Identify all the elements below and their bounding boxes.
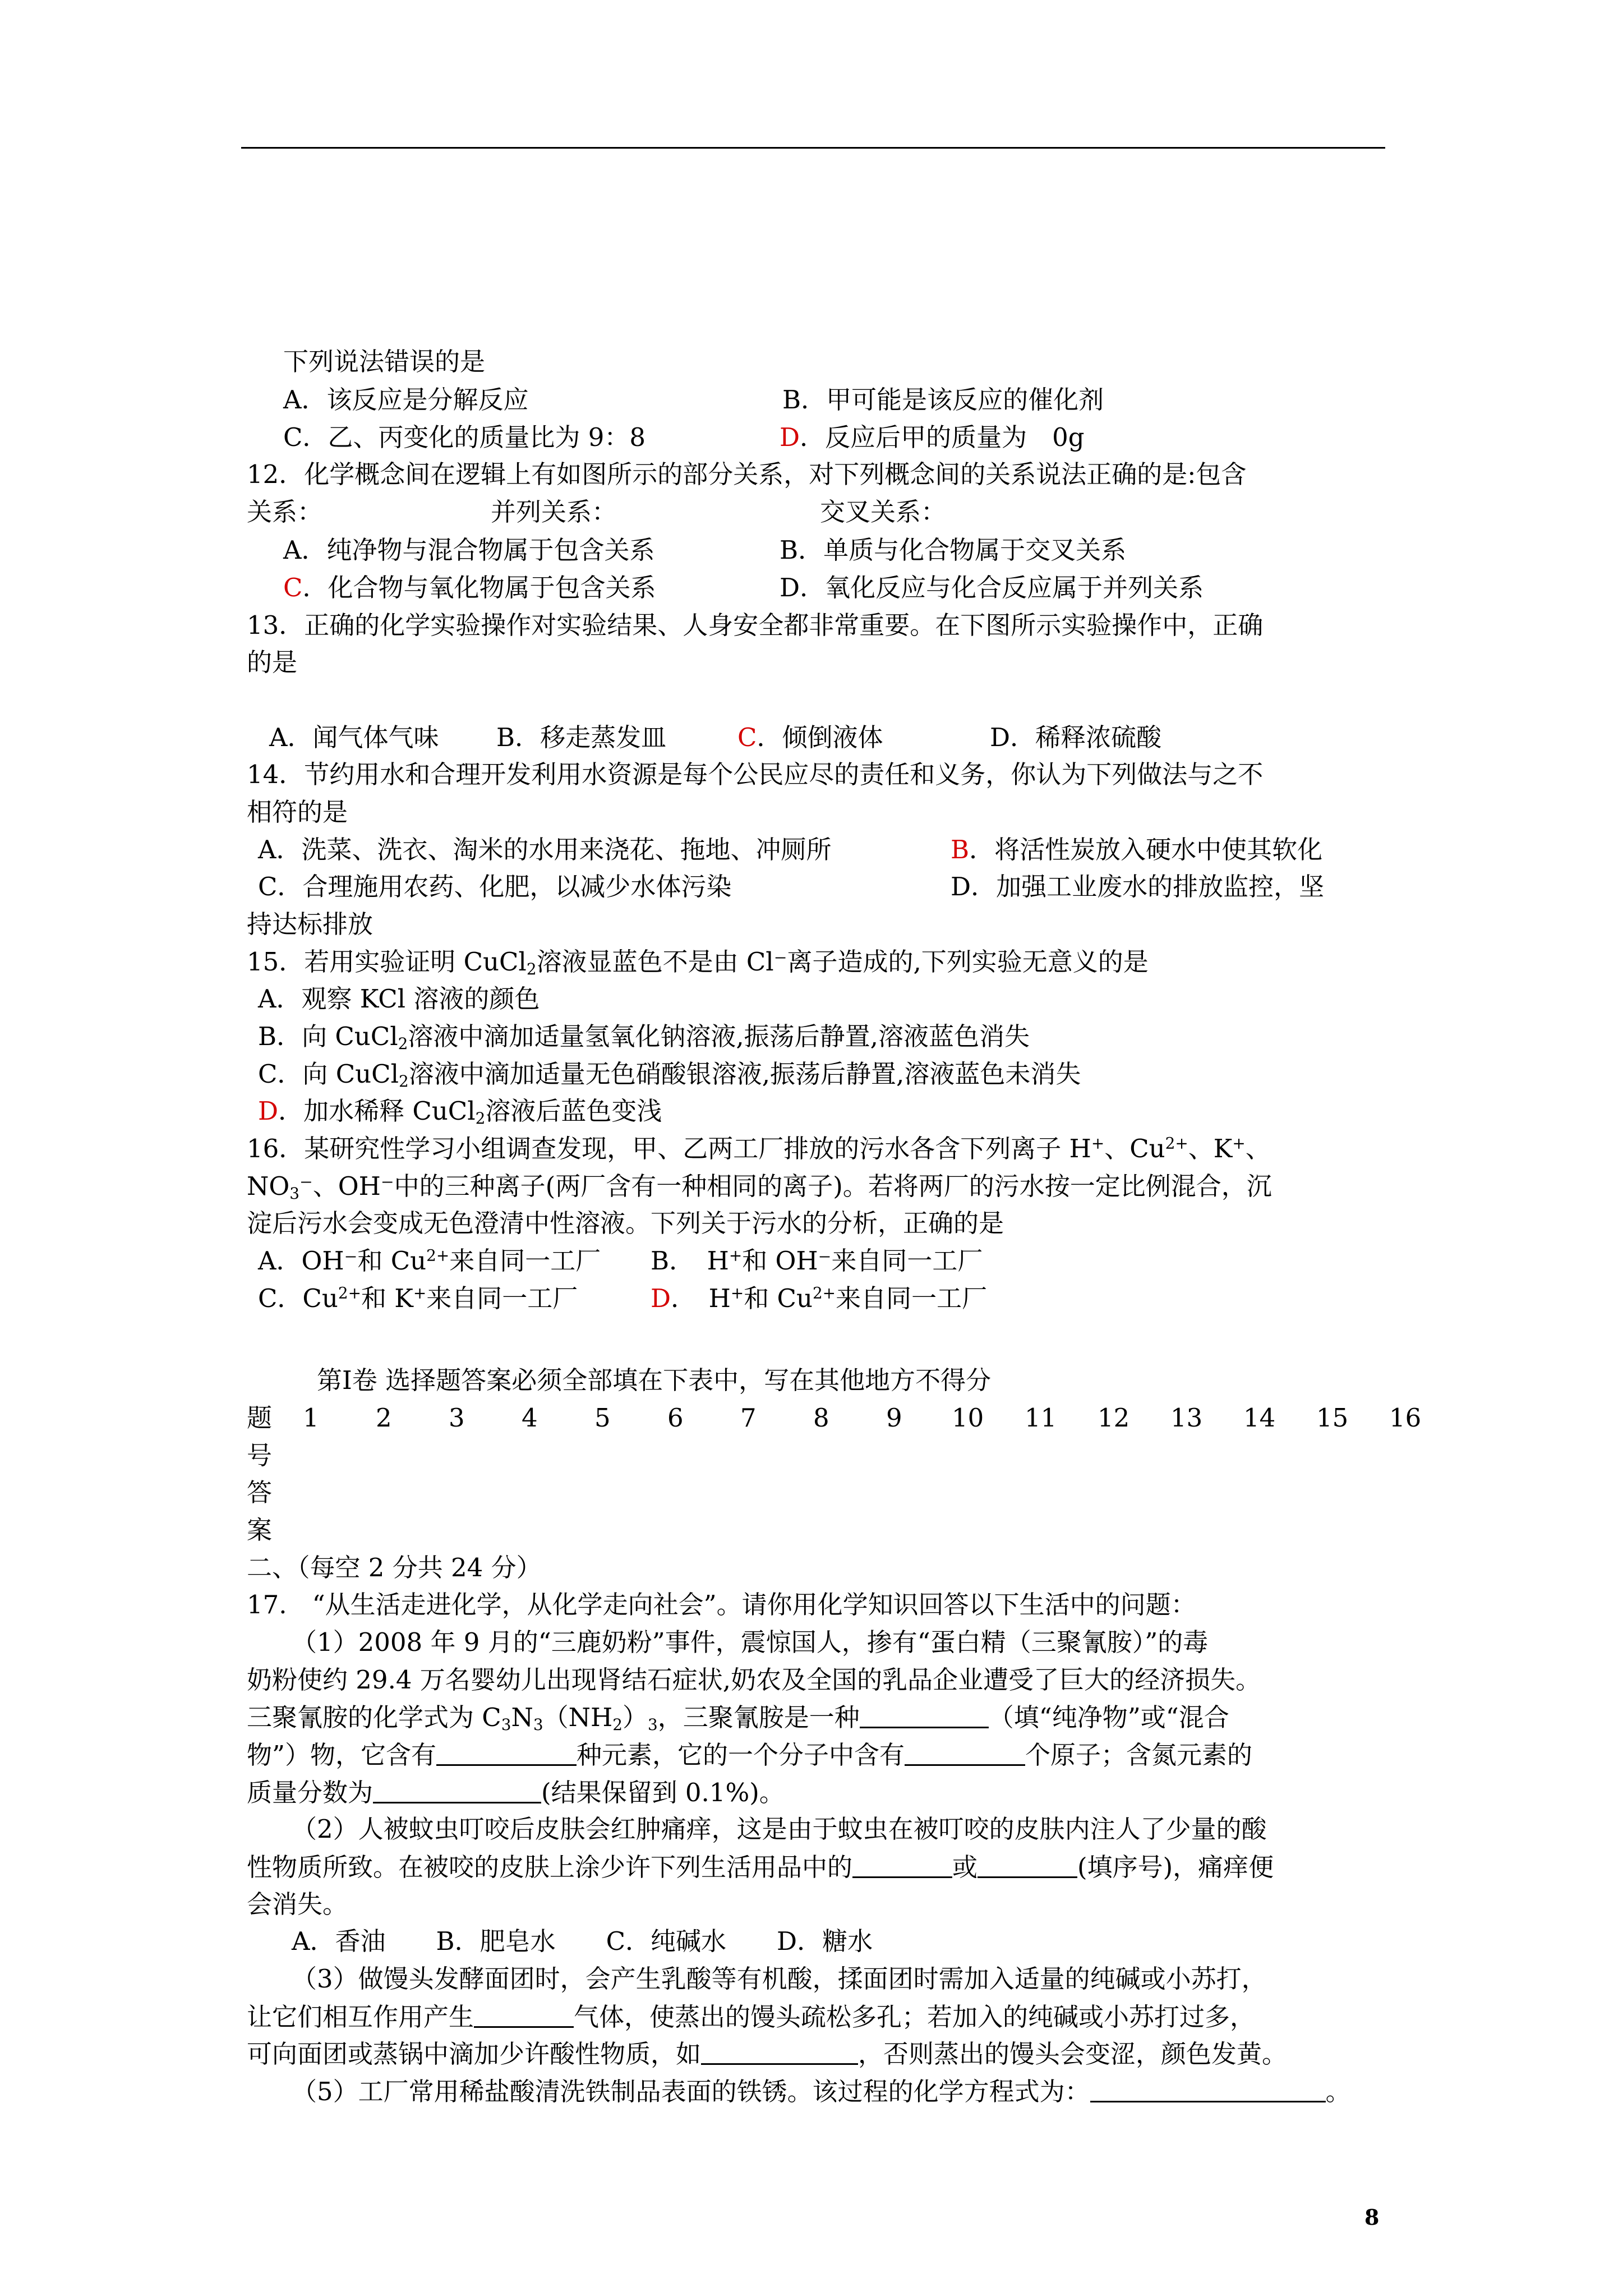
q15-option-d: D．加水稀释 CuCl$_2$溶液后蓝色变浅 <box>258 1096 662 1128</box>
q12-rel-parallel: 并列关系： <box>491 497 617 527</box>
question-number: 9 <box>886 1403 902 1433</box>
q17-p3-line1: （3）做馒头发酵面团时，会产生乳酸等有机酸，揉面团时需加入适量的纯碱或小苏打， <box>292 1964 1267 1994</box>
question-number: 10 <box>952 1403 984 1433</box>
q11-option-b: B．甲可能是该反应的催化剂 <box>782 385 1104 415</box>
q13-stem: 13．正确的化学实验操作对实验结果、人身安全都非常重要。在下图所示实验操作中，正确 <box>247 610 1264 640</box>
q14-stem: 14．节约用水和合理开发利用水资源是每个公民应尽的责任和义务，你认为下列做法与之不 <box>247 760 1264 789</box>
answer-blank[interactable] <box>852 1854 952 1878</box>
answer-mark: C <box>283 573 303 602</box>
q15-stem: 15．若用实验证明 CuCl$_2$溶液显蓝色不是由 Cl⁻离子造成的,下列实验无意义的是 <box>247 947 1149 978</box>
section1-title: 第Ⅰ卷 选择题答案必须全部填在下表中，写在其他地方不得分 <box>317 1365 992 1395</box>
question-number: 11 <box>1025 1403 1057 1433</box>
answer-mark: D <box>258 1096 279 1126</box>
question-number: 8 <box>813 1403 829 1433</box>
q14-option-a: A．洗菜、洗衣、淘米的水用来浇花、拖地、冲厕所 <box>258 835 832 864</box>
q17-p2-line3: 会消失。 <box>247 1889 348 1919</box>
question-number: 1 <box>303 1403 319 1433</box>
question-number: 14 <box>1243 1403 1276 1433</box>
answer-blank[interactable] <box>701 2041 858 2065</box>
q16-stem-cont2: 淀后污水会变成无色澄清中性溶液。下列关于污水的分析，正确的是 <box>247 1208 1004 1238</box>
q11-stem: 下列说法错误的是 <box>283 347 486 376</box>
q13-option-d: D．稀释浓硫酸 <box>990 723 1162 752</box>
question-number: 3 <box>449 1403 465 1433</box>
answer-mark: B <box>951 835 970 864</box>
q14-option-c: C．合理施用农药、化肥，以减少水体污染 <box>258 872 732 901</box>
q12-option-d: D．氧化反应与化合反应属于并列关系 <box>780 573 1204 602</box>
q12-stem: 12．化学概念间在逻辑上有如图所示的部分关系，对下列概念间的关系说法正确的是:包含 <box>247 459 1247 489</box>
answer-mark: D <box>651 1283 671 1313</box>
q11-option-d: D．反应后甲的质量为 0g <box>780 422 1085 452</box>
section2-title: 二、（每空 2 分共 24 分） <box>247 1553 542 1582</box>
q17-p3-line2: 让它们相互作用产生 气体，使蒸出的馒头疏松多孔；若加入的纯碱或小苏打过多， <box>247 2002 1256 2032</box>
q17-p3-line3: 可向面团或蒸锅中滴加少许酸性物质，如 ，否则蒸出的馒头会变涩，颜色发黄。 <box>247 2039 1288 2069</box>
q16-stem: 16．某研究性学习小组调查发现，甲、乙两工厂排放的污水各含下列离子 H+、$Cu^{2+}$、K+、 <box>247 1134 1271 1163</box>
q17-p2-line2: 性物质所致。在被咬的皮肤上涂少许下列生活用品中的 或 (填序号)，痛痒便 <box>247 1852 1274 1882</box>
question-number: 16 <box>1389 1403 1422 1433</box>
header-rule <box>241 147 1385 149</box>
q17-p2-options: A．香油 B．肥皂水 C．纯碱水 D．糖水 <box>292 1926 873 1956</box>
answer-mark: C <box>737 723 757 752</box>
question-number: 4 <box>522 1403 538 1433</box>
q17-p1-line3: 三聚氰胺的化学式为 $C_3N_3(NH_2)_3$，三聚氰胺是一种 （填“纯净物”或“混合 <box>247 1703 1229 1734</box>
q17-p1-line5: 质量分数为 (结果保留到 0.1%)。 <box>247 1778 785 1807</box>
q13-stem-cont: 的是 <box>247 647 298 677</box>
q16-option-d: D． H+和 $Cu^{2+}$来自同一工厂 <box>651 1283 988 1313</box>
question-number: 13 <box>1170 1403 1203 1433</box>
answer-blank[interactable] <box>373 1779 541 1803</box>
q17-p1-line2: 奶粉使约 29.4 万名婴幼儿出现肾结石症状,奶农及全国的乳品企业遭受了巨大的经济损失。 <box>247 1665 1261 1695</box>
q15-option-c: C．向 CuCl$_2$溶液中滴加适量无色硝酸银溶液,振荡后静置,溶液蓝色未消失 <box>258 1059 1081 1091</box>
answer-blank[interactable] <box>905 1742 1025 1766</box>
q15-option-b: B．向 CuCl$_2$溶液中滴加适量氢氧化钠溶液,振荡后静置,溶液蓝色消失 <box>258 1022 1030 1053</box>
answer-blank[interactable] <box>1090 2078 1326 2102</box>
q17-p2-line1: （2）人被蚊虫叮咬后皮肤会红肿痛痒，这是由于蚊虫在被叮咬的皮肤内注人了少量的酸 <box>292 1814 1267 1844</box>
q16-option-a: A．OH⁻和 $Cu^{2+}$来自同一工厂 <box>258 1246 601 1276</box>
question-number: 12 <box>1098 1403 1130 1433</box>
q15-option-a: A．观察 KCl 溶液的颜色 <box>258 984 540 1014</box>
q12-rel-include: 关系： <box>247 497 323 527</box>
q16-option-b: B． H+和 OH⁻来自同一工厂 <box>651 1246 983 1276</box>
question-number: 5 <box>594 1403 611 1433</box>
q17-p5-line1: （5）工厂常用稀盐酸清洗铁制品表面的铁锈。该过程的化学方程式为： 。 <box>292 2077 1351 2106</box>
answer-blank[interactable] <box>860 1704 989 1728</box>
q12-option-a: A．纯净物与混合物属于包含关系 <box>283 535 655 565</box>
q16-option-c: C．$Cu^{2+}$和 K+来自同一工厂 <box>258 1283 578 1313</box>
page-number: 8 <box>1364 2205 1380 2230</box>
answer-mark: D <box>780 422 800 452</box>
q14-option-d-cont: 持达标排放 <box>247 909 374 939</box>
q17-p1-line4: 物”）物，它含有 种元素，它的一个分子中含有 个原子；含氮元素的 <box>247 1740 1253 1770</box>
q12-rel-cross: 交叉关系： <box>820 497 947 527</box>
q16-stem-cont: $NO_3^-$、OH⁻中的三种离子(两厂含有一种相同的离子)。若将两厂的污水按一定比例混合，沉 <box>247 1171 1272 1203</box>
q12-option-b: B．单质与化合物属于交叉关系 <box>780 535 1127 565</box>
q17-stem: 17. “从生活走进化学，从化学走向社会”。请你用化学知识回答以下生活中的问题： <box>247 1590 1196 1619</box>
q12-option-c: C．化合物与氧化物属于包含关系 <box>283 573 656 602</box>
q14-option-d: D．加强工业废水的排放监控，坚 <box>951 872 1325 901</box>
question-number: 15 <box>1316 1403 1349 1433</box>
question-number: 6 <box>667 1403 684 1433</box>
table-label-hao: 号 <box>247 1441 273 1470</box>
table-label-da: 答 <box>247 1478 273 1507</box>
answer-blank[interactable] <box>436 1742 577 1766</box>
q11-option-a: A．该反应是分解反应 <box>283 385 529 415</box>
answer-blank[interactable] <box>978 1854 1077 1878</box>
q17-p1-line1: （1）2008 年 9 月的“三鹿奶粉”事件，震惊国人，掺有“蛋白精（三聚氰胺）”的毒 <box>292 1627 1209 1657</box>
q11-option-c: C．乙、丙变化的质量比为 9：8 <box>283 422 645 452</box>
q13-option-c: C．倾倒液体 <box>737 723 883 752</box>
question-number: 7 <box>740 1403 757 1433</box>
table-label-ti: 题 <box>247 1403 273 1433</box>
question-number: 2 <box>376 1403 392 1433</box>
q13-option-b: B．移走蒸发皿 <box>496 723 667 752</box>
answer-blank[interactable] <box>474 2004 574 2028</box>
q13-option-a: A．闻气体气味 <box>269 723 439 752</box>
table-label-an: 案 <box>247 1515 273 1545</box>
q14-option-b: B．将活性炭放入硬水中使其软化 <box>951 835 1323 864</box>
q14-stem-cont: 相符的是 <box>247 797 348 827</box>
